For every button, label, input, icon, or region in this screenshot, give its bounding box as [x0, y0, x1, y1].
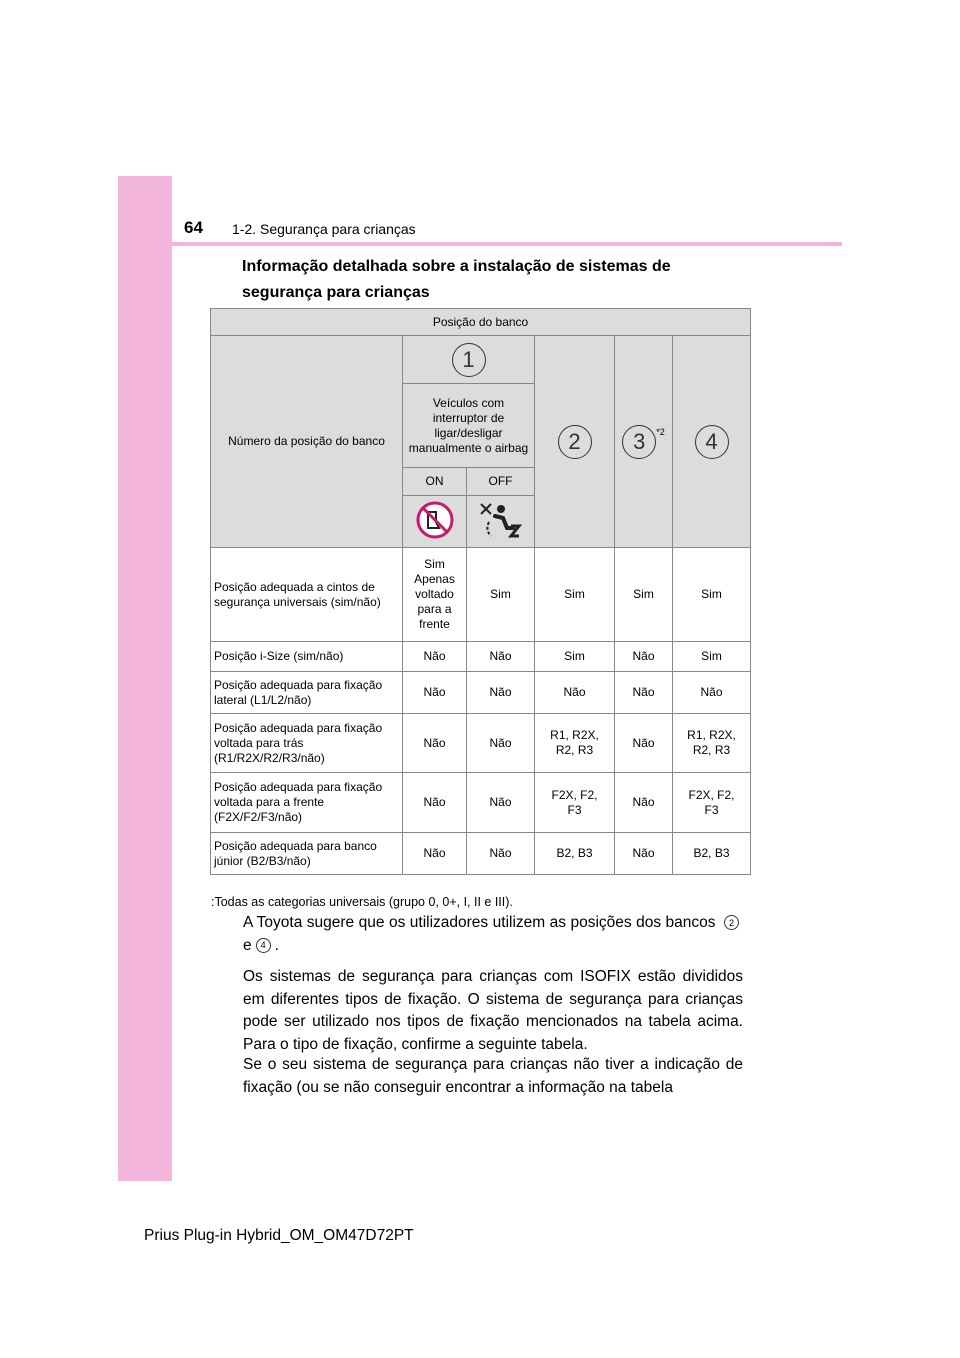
seat-position-table [210, 308, 751, 875]
seat-number-2: 2 [558, 425, 592, 459]
cell: Sim [535, 642, 615, 672]
cell: R1, R2X, R2, R3 [535, 714, 615, 773]
cell: B2, B3 [673, 833, 751, 875]
row-label-header: Número da posição do banco [211, 336, 403, 548]
cell: Não [403, 672, 467, 714]
cell: Não [403, 773, 467, 833]
seat-4-header [673, 336, 751, 548]
cell: Não [467, 773, 535, 833]
cell: Não [615, 714, 673, 773]
cell: F2X, F2, F3 [535, 773, 615, 833]
row-label: Posição adequada para banco júnior (B2/B3/não) [211, 833, 403, 875]
seat-3-note: *2 [656, 426, 665, 437]
row-label: Posição adequada para fixação voltada para trás (R1/R2X/R2/R3/não) [211, 714, 403, 773]
page-heading: Informação detalhada sobre a instalação de sistemas de segurança para crianças [242, 258, 671, 301]
airbag-off-icon-cell [467, 496, 535, 548]
cell: Não [673, 672, 751, 714]
airbag-on-child-seat-prohibited-icon [415, 500, 455, 540]
table-row [211, 548, 751, 642]
cell: Não [467, 833, 535, 875]
table-row [211, 642, 751, 672]
header-rule [172, 242, 842, 246]
table-row [211, 714, 751, 773]
cell: Não [403, 833, 467, 875]
cell: Não [467, 672, 535, 714]
seat-number-1: 1 [452, 343, 486, 377]
seat-number-4: 4 [695, 425, 729, 459]
paragraph-no-indication: Se o seu sistema de segurança para crianças não tiver a indicação de fixação (ou se não conseguir encontrar a informação na tabela [243, 1056, 743, 1096]
passenger-airbag-off-icon [477, 500, 525, 540]
seat-1-header [403, 336, 535, 384]
cell: Não [615, 642, 673, 672]
cell: B2, B3 [535, 833, 615, 875]
cell: Sim [535, 548, 615, 642]
paragraph-isofix: Os sistemas de segurança para crianças com ISOFIX estão divididos em diferentes tipos de fixação. O sistema de segurança para crianças pode ser utilizado nos tipos de fixação mencionados na tabela acima. Para o tipo de fixação, confirme a seguinte tabela. [243, 968, 743, 1053]
cell: Sim [467, 548, 535, 642]
section-title: 1-2. Segurança para crianças [232, 221, 416, 237]
seat-3-header [615, 336, 673, 548]
paragraph-period: . [274, 936, 279, 954]
cell: Não [535, 672, 615, 714]
table-row [211, 833, 751, 875]
cell: Não [615, 672, 673, 714]
cell: Não [615, 833, 673, 875]
cell: Não [615, 773, 673, 833]
cell: Não [467, 642, 535, 672]
seat-ref-2: 2 [724, 915, 739, 930]
cell: F2X, F2, F3 [673, 773, 751, 833]
paragraph-conjunction: e [243, 936, 252, 954]
switch-on: ON [403, 468, 467, 496]
seat-ref-4: 4 [256, 938, 271, 953]
seat-number-3: 3 [622, 425, 656, 459]
table-footnote: :Todas as categorias universais (grupo 0, 0+, I, II e III). [211, 895, 513, 909]
airbag-switch-note: Veículos com interruptor de ligar/desligar manualmente o airbag [403, 384, 535, 468]
cell: Não [403, 642, 467, 672]
table-top-header: Posição do banco [211, 309, 751, 336]
row-label: Posição i-Size (sim/não) [211, 642, 403, 672]
page-number: 64 [184, 218, 203, 237]
cell: Não [467, 714, 535, 773]
cell: R1, R2X, R2, R3 [673, 714, 751, 773]
cell: Não [403, 714, 467, 773]
paragraph-text: A Toyota sugere que os utilizadores utilizem as posições dos bancos [243, 914, 716, 931]
page-footer: Prius Plug-in Hybrid_OM_OM47D72PT [144, 1227, 414, 1244]
table-row [211, 672, 751, 714]
chapter-sidebar [118, 176, 172, 1181]
cell: Sim [673, 548, 751, 642]
prohibition-icon-cell [403, 496, 467, 548]
row-label: Posição adequada a cintos de segurança universais (sim/não) [211, 548, 403, 642]
row-label: Posição adequada para fixação voltada para a frente (F2X/F2/F3/não) [211, 773, 403, 833]
seat-2-header [535, 336, 615, 548]
row-label: Posição adequada para fixação lateral (L1/L2/não) [211, 672, 403, 714]
cell: Sim [615, 548, 673, 642]
cell: Sim [673, 642, 751, 672]
paragraph-recommended-seats [243, 912, 743, 957]
table-row [211, 773, 751, 833]
cell: Sim Apenas voltado para a frente [403, 548, 467, 642]
switch-off: OFF [467, 468, 535, 496]
